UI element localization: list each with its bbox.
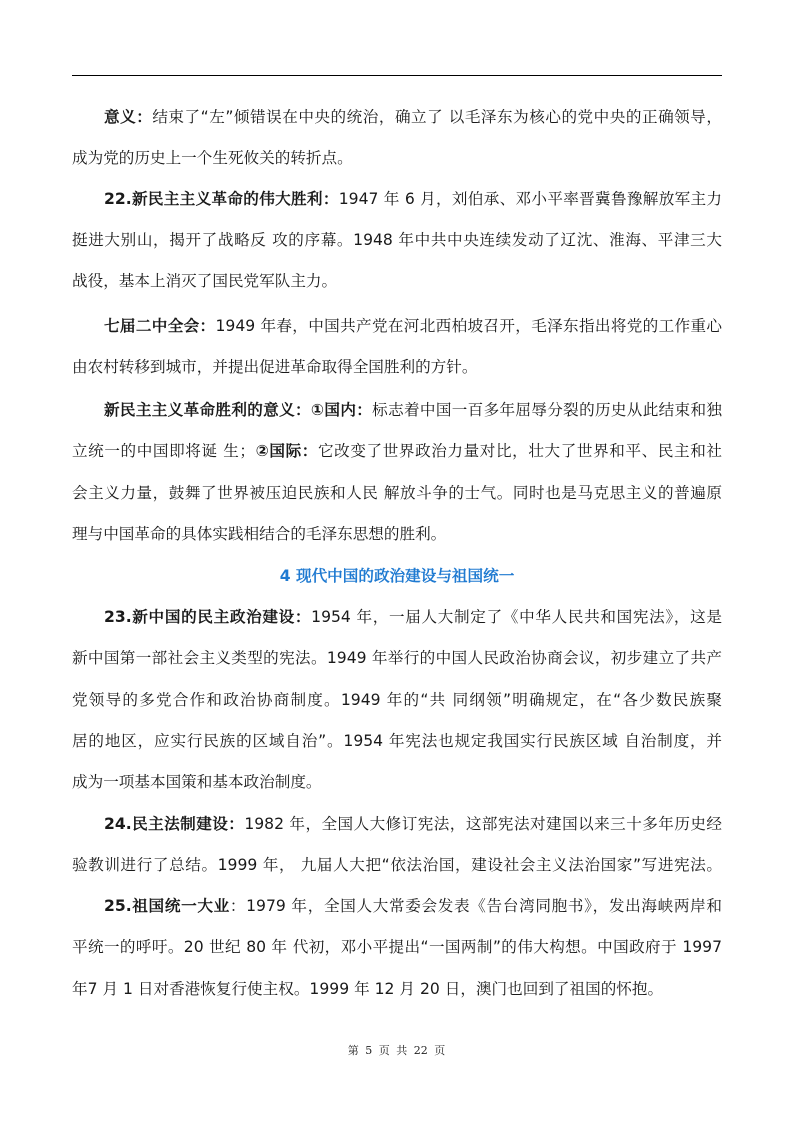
body-text: 成为一项基本国策和基本政治制度。 <box>72 773 322 791</box>
section-heading <box>72 564 722 588</box>
text-line <box>72 522 722 546</box>
text-line <box>72 481 722 505</box>
body-text: 1947 年 6 月，刘伯承、邓小平率晋冀鲁豫解放军主力 <box>338 190 723 208</box>
text-line <box>72 439 722 463</box>
body-text: 平统一的呼吁。20 世纪 80 年 代初，邓小平提出“一国两制”的伟大构想。中国政府于 1997 <box>72 938 722 956</box>
body-text: 它改变了世界政治力量对比，壮大了世界和平、民主和社 <box>317 442 722 460</box>
bold-term: 25.祖国统一大业 <box>104 897 230 915</box>
text-line <box>104 605 722 629</box>
bold-term: ②国际： <box>255 442 318 460</box>
body-text: 验教训进行了总结。1999 年， 九届人大把“依法治国，建设社会主义法治国家”写进宪法。 <box>72 856 722 874</box>
body-text: 标志着中国一百多年屈辱分裂的历史从此结束和独 <box>372 401 722 419</box>
page-footer: 第 5 页 共 22 页 <box>347 1044 446 1057</box>
text-line <box>104 187 722 211</box>
text-line <box>72 935 722 959</box>
body-text: 新中国第一部社会主义类型的宪法。1949 年举行的中国人民政治协商会议，初步建立了共产 <box>72 649 722 667</box>
body-text: 居的地区，应实行民族的区域自治”。1954 年宪法也规定我国实行民族区域 自治制度，并 <box>72 732 722 750</box>
text-line <box>72 646 722 670</box>
text-line <box>72 729 722 753</box>
bold-term: 22.新民主主义革命的伟大胜利： <box>104 190 339 208</box>
text-line <box>104 812 722 836</box>
body-text: 会主义力量，鼓舞了世界被压迫民族和人民 解放斗争的士气。同时也是马克思主义的普遍原 <box>72 484 722 502</box>
text-line <box>104 894 722 918</box>
body-text: 战役，基本上消灭了国民党军队主力。 <box>72 272 338 290</box>
text-line <box>104 105 722 129</box>
body-text: 立统一的中国即将诞 生； <box>72 442 255 460</box>
text-line <box>72 269 722 293</box>
text-line <box>72 977 722 1001</box>
body-text: 挺进大别山，揭开了战略反 攻的序幕。1948 年中共中央连续发动了辽沈、淮海、平津三大 <box>72 231 722 249</box>
header-rule <box>72 75 722 76</box>
text-line <box>72 355 722 379</box>
text-line <box>72 228 722 252</box>
body-text: ：1979 年，全国人大常委会发表《告台湾同胞书》，发出海峡两岸和 <box>229 897 723 915</box>
body-text: 1982 年，全国人大修订宪法，这部宪法对建国以来三十多年历史经 <box>244 815 722 833</box>
bold-term: 4 现代中国的政治建设与祖国统一 <box>279 567 515 585</box>
body-text: 1954 年，一届人大制定了《中华人民共和国宪法》，这是 <box>311 608 723 626</box>
body-text: 由农村转移到城市，并提出促进革命取得全国胜利的方针。 <box>72 358 478 376</box>
bold-term: 24.民主法制建设： <box>104 815 245 833</box>
body-text: 成为党的历史上一个生死攸关的转折点。 <box>72 149 353 167</box>
body-text: 党领导的多党合作和政治协商制度。1949 年的“共 同纲领”明确规定，在“各少数民族聚 <box>72 691 722 709</box>
bold-term: 意义： <box>104 108 153 126</box>
text-line <box>72 770 722 794</box>
body-text: 结束了“左”倾错误在中央的统治，确立了 以毛泽东为核心的党中央的正确领导， <box>152 108 722 126</box>
text-line <box>104 314 722 338</box>
body-text: 1949 年春，中国共产党在河北西柏坡召开，毛泽东指出将党的工作重心 <box>215 317 722 335</box>
text-line <box>72 146 722 170</box>
text-line <box>72 688 722 712</box>
body-text: 理与中国革命的具体实践相结合的毛泽东思想的胜利。 <box>72 525 447 543</box>
bold-term: 新民主主义革命胜利的意义：①国内： <box>104 401 373 419</box>
text-line <box>72 853 722 877</box>
body-text: 年7 月 1 日对香港恢复行使主权。1999 年 12 月 20 日，澳门也回到了祖国的怀抱。 <box>72 980 664 998</box>
text-line <box>104 398 722 422</box>
bold-term: 七届二中全会： <box>104 317 216 335</box>
bold-term: 23.新中国的民主政治建设： <box>104 608 312 626</box>
